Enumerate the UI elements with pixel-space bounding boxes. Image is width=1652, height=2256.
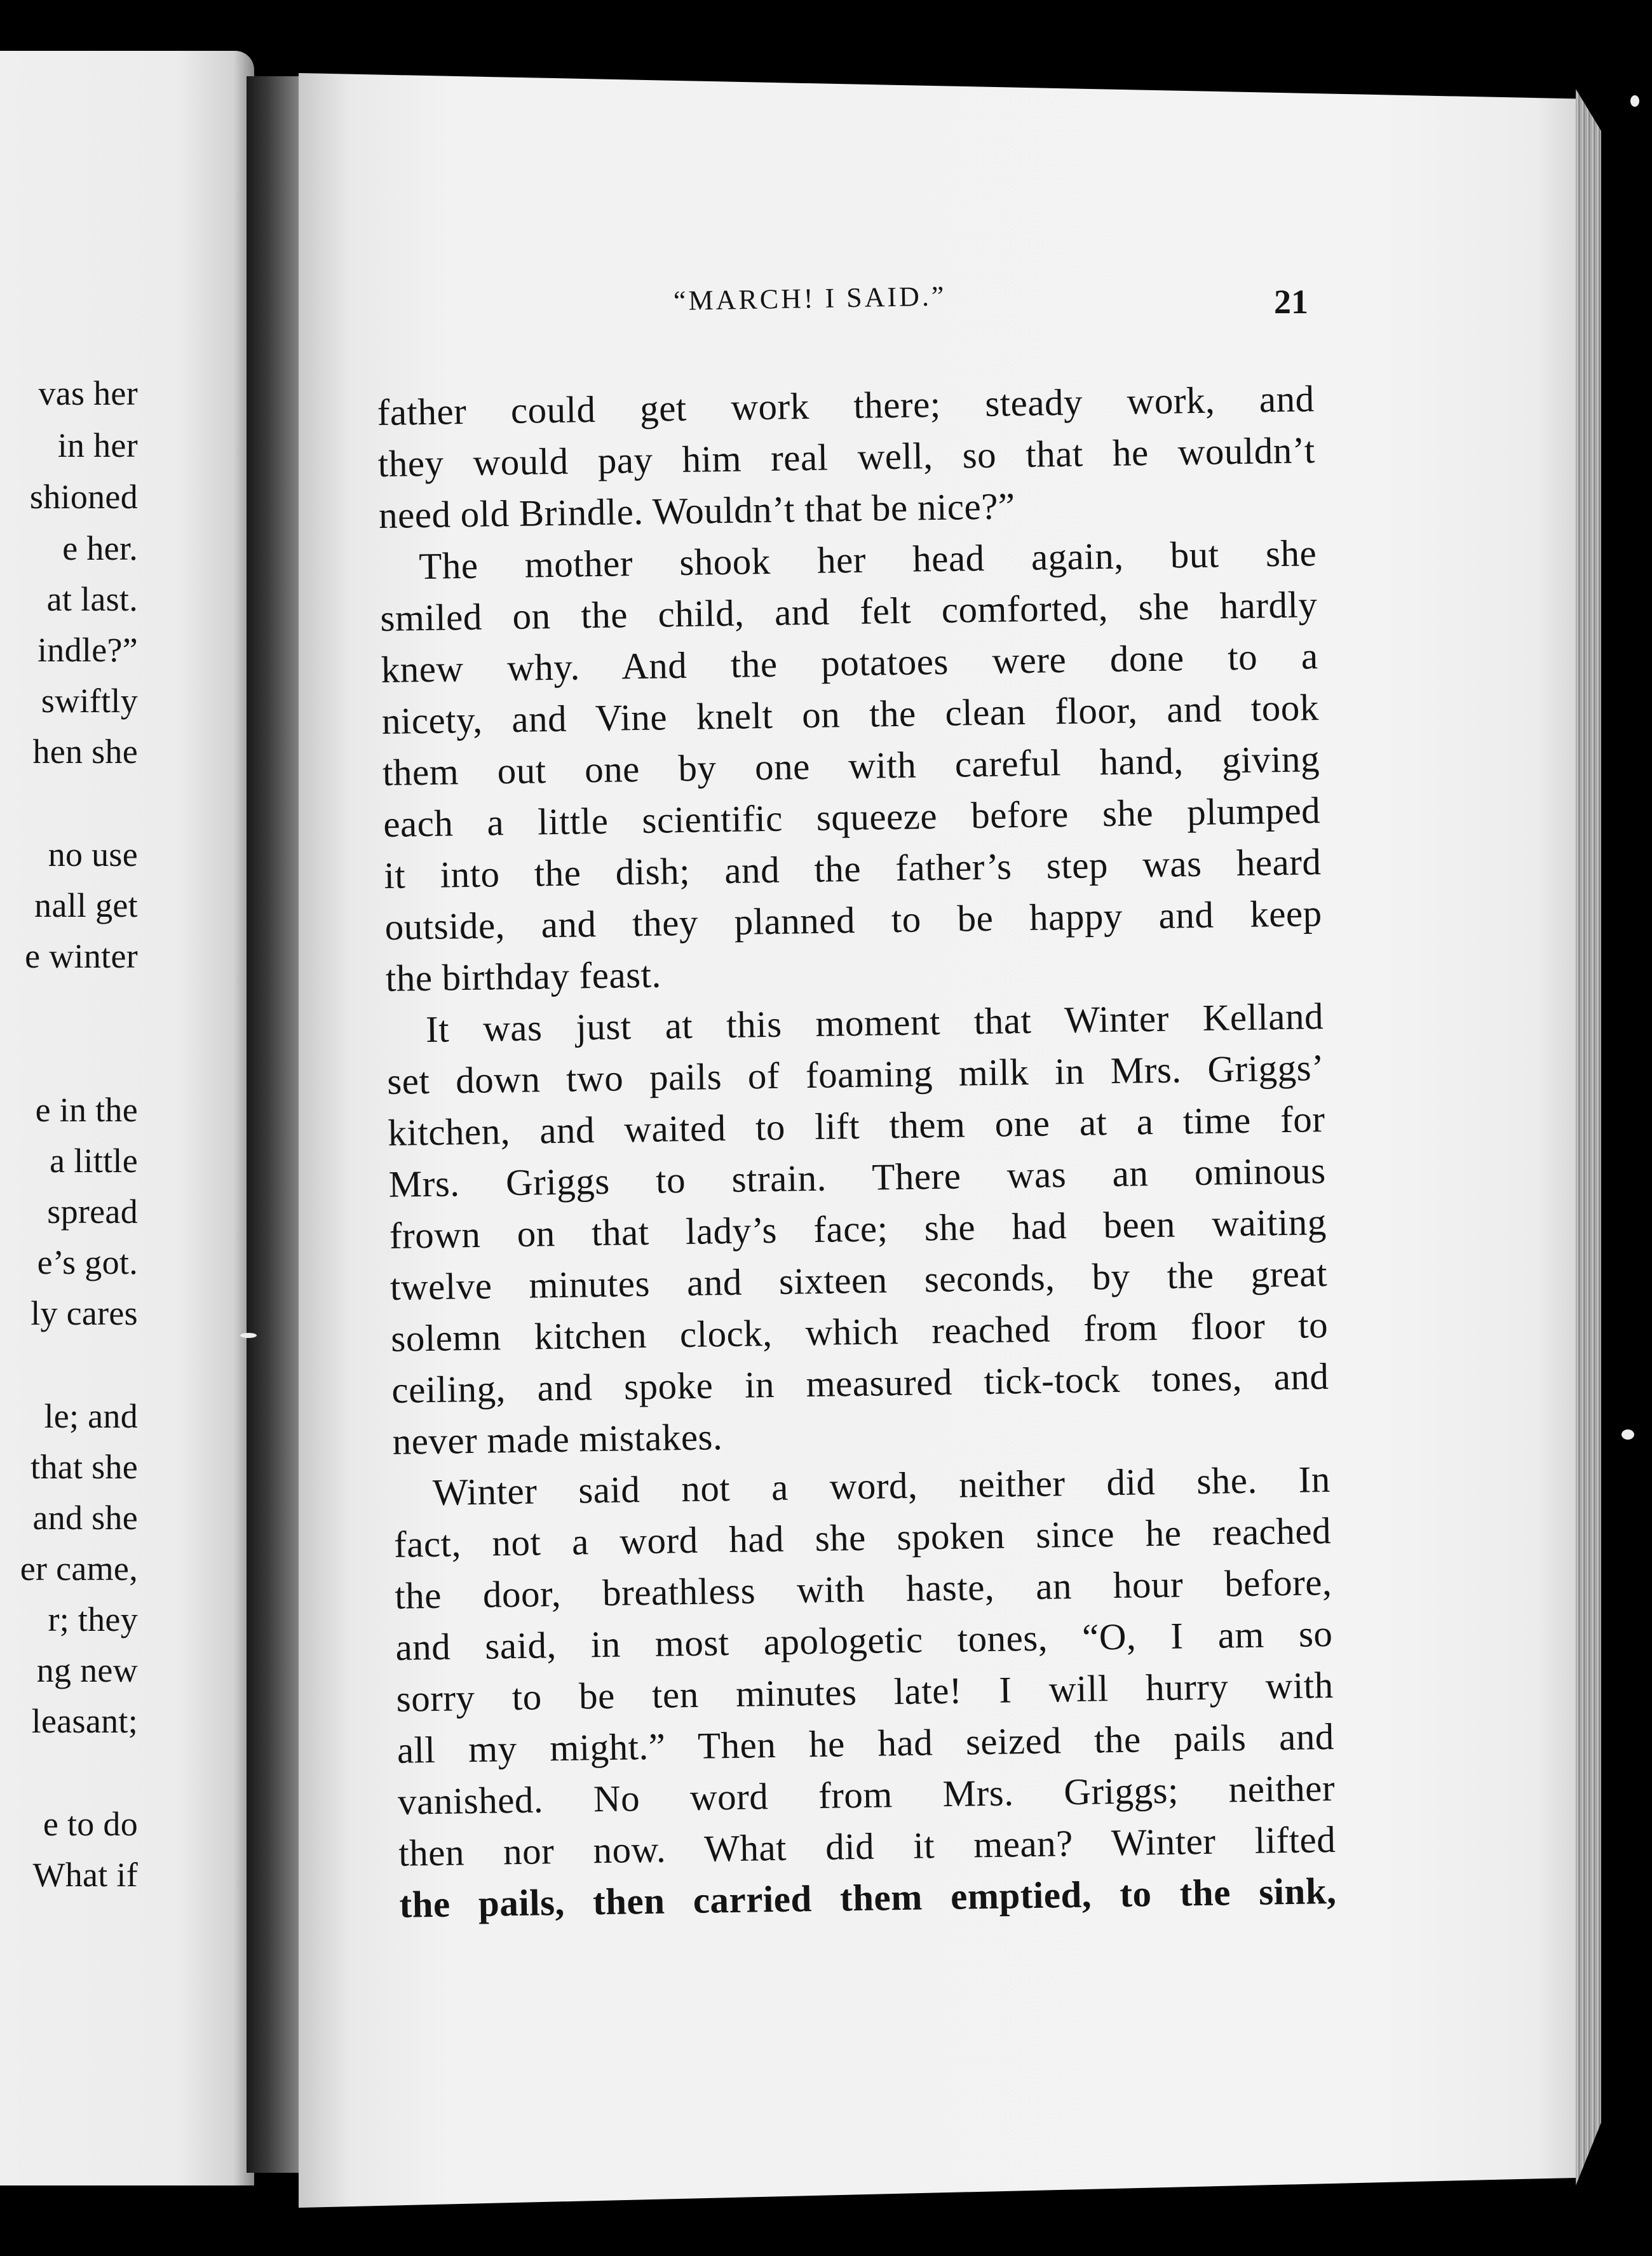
text-line: then nor now. What did it mean? Winter lifted [398,1818,1336,1874]
left-page-line: er came, [20,1550,138,1588]
text-line: kitchen, and waited to lift them one at a time for [388,1098,1325,1154]
text-line: knew why. And the potatoes were done to a [381,635,1319,691]
left-page-line: no use [48,835,138,874]
text-line: the pails, then carried them emptied, to the sink, [399,1869,1337,1926]
text-line: them out one by one with careful hand, giving [382,738,1320,794]
left-page-line: ly cares [30,1294,138,1332]
text-line: the birthday feast. [385,953,662,999]
text-line: vanished. No word from Mrs. Griggs; neither [397,1766,1336,1823]
text-line: father could get work there; steady work, and [377,377,1315,434]
text-line: ceiling, and spoke in measured tick-tock tones, and [391,1354,1329,1411]
left-page-line: indle?” [37,631,138,669]
left-page-line: r; they [48,1600,138,1638]
text-line: nicety, and Vine knelt on the clean floor, and took [381,686,1320,742]
left-page-line: e in the [35,1091,138,1129]
text-line: and said, in most apologetic tones, “O, I am so [395,1612,1333,1668]
left-page-line: e winter [25,937,138,975]
left-page-line: nall get [34,886,138,924]
left-page-line: that she [30,1448,138,1486]
text-line: smiled on the child, and felt comforted, she hardly [379,583,1318,639]
text-line: fact, not a word had she spoken since he reached [393,1509,1332,1565]
left-page-line: spread [47,1192,138,1231]
page-number: 21 [1274,283,1308,321]
left-page-line: and she [32,1499,138,1537]
text-line: never made mistakes. [392,1415,723,1462]
text-line: need old Brindle. Wouldn’t that be nice?” [378,485,1016,537]
text-line: solemn kitchen clock, which reached from floor to [390,1303,1329,1360]
left-page-line: shioned [29,478,138,516]
left-page-line: hen she [32,733,138,771]
left-page-line: e to do [43,1805,138,1843]
left-page-line: What if [32,1856,138,1894]
left-page-line: leasant; [31,1702,138,1740]
text-line: the door, breathless with haste, an hour before, [394,1560,1332,1617]
text-line: Winter said not a word, neither did she. In [432,1457,1331,1513]
left-page-line: le; and [44,1397,138,1435]
text-line: It was just at this moment that Winter Kelland [425,995,1324,1051]
text-line: frown on that lady’s face; she had been waiting [389,1201,1327,1257]
text-line: twelve minutes and sixteen seconds, by the great [389,1252,1328,1308]
text-line: sorry to be ten minutes late! I will hurry with [396,1663,1334,1720]
running-head: “MARCH! I SAID.” [673,280,947,316]
text-line: all my might.” Then he had seized the pails and [396,1715,1335,1771]
text-line: Mrs. Griggs to strain. There was an ominous [388,1149,1327,1205]
text-line: they would pay him real well, so that he wouldn’t [377,429,1316,485]
left-page-line: swiftly [41,682,138,720]
left-page-line: e her. [62,529,138,567]
left-page-line: ng new [36,1651,138,1689]
left-page-line: in her [57,426,138,464]
left-page-line: vas her [38,374,138,412]
text-line: it into the dish; and the father’s step was heard [384,841,1322,896]
text-line: The mother shook her head again, but she [418,532,1317,588]
left-page-line: at last. [46,580,138,618]
text-line: each a little scientific squeeze before she plumped [383,789,1321,845]
left-page-line: e’s got. [37,1243,138,1281]
text-line: set down two pails of foaming milk in Mrs. Griggs’ [386,1046,1325,1102]
text-line: outside, and they planned to be happy and keep [384,892,1323,948]
left-page-line: a little [50,1142,138,1180]
